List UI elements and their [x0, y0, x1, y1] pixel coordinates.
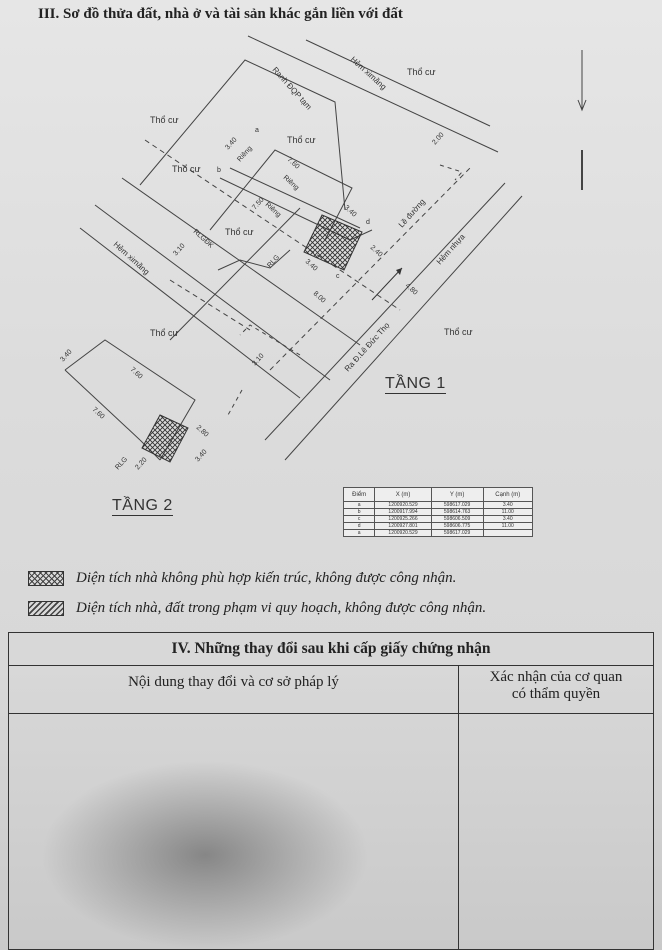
- section-iv-title: IV. Những thay đổi sau khi cấp giấy chứng nhận: [9, 633, 654, 666]
- dim-label: 3.40: [59, 348, 74, 364]
- label-hem-ximang: Hẻm ximăng: [111, 239, 152, 277]
- coord-cell: 1200917.994: [375, 509, 431, 516]
- label-rieng: Riêng: [236, 145, 254, 164]
- coord-cell: 3.40: [483, 516, 533, 523]
- label-rlg: RLG: [266, 253, 282, 270]
- floor2-label: TẦNG 2: [112, 497, 173, 514]
- dim-label: 3.40: [342, 204, 358, 219]
- coord-cell: 598617.029: [431, 530, 483, 537]
- road-line: [265, 183, 505, 440]
- dim-label: 7.60: [128, 366, 144, 381]
- point-label: a: [255, 127, 259, 134]
- dim-label: 3.40: [194, 448, 209, 464]
- crosshatch-swatch-icon: [28, 571, 64, 586]
- label-rlg: RLG: [114, 455, 130, 472]
- label-hem-ximang: Hẻm ximăng: [348, 54, 389, 92]
- direction-arrow: [372, 268, 402, 300]
- label-ranh-dqp: Ranh ĐQP tạm: [270, 65, 314, 112]
- diagonal-hatch-swatch-icon: [28, 601, 64, 616]
- label-tho-cu: Thổ cư: [444, 327, 473, 337]
- dim-label: 7.60: [285, 156, 301, 171]
- coord-header: X (m): [375, 488, 431, 502]
- legend-text: Diện tích nhà không phù hợp kiến trúc, không được công nhận.: [76, 570, 457, 586]
- label-tho-cu: Thổ cư: [407, 67, 436, 77]
- point-label: b: [217, 167, 221, 174]
- coord-cell: 1200925.266: [375, 516, 431, 523]
- floor1-label: TẦNG 1: [385, 375, 446, 392]
- coord-cell: 1200920.529: [375, 502, 431, 509]
- table-row: [344, 530, 533, 537]
- content-cell: [9, 714, 459, 950]
- coord-cell: 598617.029: [431, 502, 483, 509]
- dim-label: 3.40: [224, 136, 239, 152]
- alley-line: [306, 40, 490, 126]
- alley-line: [95, 205, 330, 380]
- legend-item-diagonal: [28, 600, 486, 617]
- coord-cell: d: [344, 523, 375, 530]
- label-le-duong: Lề đường: [396, 197, 427, 230]
- coord-cell: 11.00: [483, 523, 533, 530]
- label-tho-cu: Thổ cư: [172, 164, 201, 174]
- dim-label: 2.00: [431, 131, 446, 147]
- label-ra-duong: Ra Đ.Lê Đức Thọ: [342, 320, 392, 374]
- coord-cell: [483, 530, 533, 537]
- legend-item-crosshatch: [28, 570, 456, 587]
- dim-label: 4.80: [403, 282, 419, 297]
- changes-table: [8, 632, 654, 950]
- dim-label: 3.40: [303, 258, 319, 273]
- lot-boundary: [230, 168, 360, 228]
- coord-cell: 598606.775: [431, 523, 483, 530]
- dim-label: 3.10: [251, 352, 266, 368]
- coord-cell: a: [344, 530, 375, 537]
- point-label: c: [336, 273, 340, 280]
- confirmation-cell: [459, 714, 654, 950]
- table-row: [344, 502, 533, 509]
- dim-label: 7.50: [251, 196, 266, 212]
- coord-cell: 598614.763: [431, 509, 483, 516]
- coord-header: Cạnh (m): [483, 488, 533, 502]
- label-rlgdk: RLGĐK: [191, 228, 215, 250]
- dim-label: 2.40: [368, 244, 384, 259]
- table-row: [344, 509, 533, 516]
- alley-line: [248, 36, 498, 152]
- floor2-dashed: [228, 390, 242, 415]
- point-label: d: [366, 219, 370, 226]
- label-tho-cu: Thổ cư: [150, 115, 179, 125]
- column-header-content: Nội dung thay đổi và cơ sở pháp lý: [9, 666, 459, 714]
- dim-label: 3.10: [172, 242, 187, 258]
- coord-cell: 11.00: [483, 509, 533, 516]
- hatched-area-floor2: [142, 415, 188, 462]
- coord-cell: 598606.509: [431, 516, 483, 523]
- confirmation-line2: có thẩm quyền: [511, 686, 601, 702]
- coord-cell: 1200927.801: [375, 523, 431, 530]
- coord-cell: 3.40: [483, 502, 533, 509]
- table-row: [344, 523, 533, 530]
- floor2-outline: [65, 370, 140, 440]
- coord-header: Điểm: [344, 488, 375, 502]
- label-tho-cu: Thổ cư: [287, 135, 316, 145]
- alley-line: [80, 228, 300, 398]
- table-row: [344, 516, 533, 523]
- label-rieng: Riêng: [263, 201, 282, 219]
- dim-label: 2.20: [134, 456, 149, 472]
- coordinate-table: [343, 487, 533, 537]
- label-tho-cu: Thổ cư: [225, 227, 254, 237]
- section-iii-title: III. Sơ đồ thửa đất, nhà ở và tài sản khác gắn liền với đất: [38, 6, 403, 22]
- label-rieng: Riêng: [281, 174, 300, 192]
- coord-cell: b: [344, 509, 375, 516]
- label-tho-cu: Thổ cư: [150, 328, 179, 338]
- dim-label: 7.60: [90, 406, 106, 421]
- coord-header: Y (m): [431, 488, 483, 502]
- label-hem-nhua: Hẻm nhựa: [434, 232, 467, 267]
- margin-marks: [572, 40, 592, 200]
- dim-label: 8.00: [311, 290, 327, 305]
- planning-line: [440, 165, 462, 180]
- coord-cell: 1200920.529: [375, 530, 431, 537]
- legend-text: Diện tích nhà, đất trong phạm vi quy hoạch, không được công nhận.: [76, 600, 487, 616]
- confirmation-line1: Xác nhận của cơ quan: [489, 669, 623, 685]
- coord-cell: a: [344, 502, 375, 509]
- column-header-confirmation: [459, 666, 654, 714]
- coord-cell: c: [344, 516, 375, 523]
- dim-label: 2.80: [194, 424, 210, 439]
- planning-line: [170, 280, 250, 330]
